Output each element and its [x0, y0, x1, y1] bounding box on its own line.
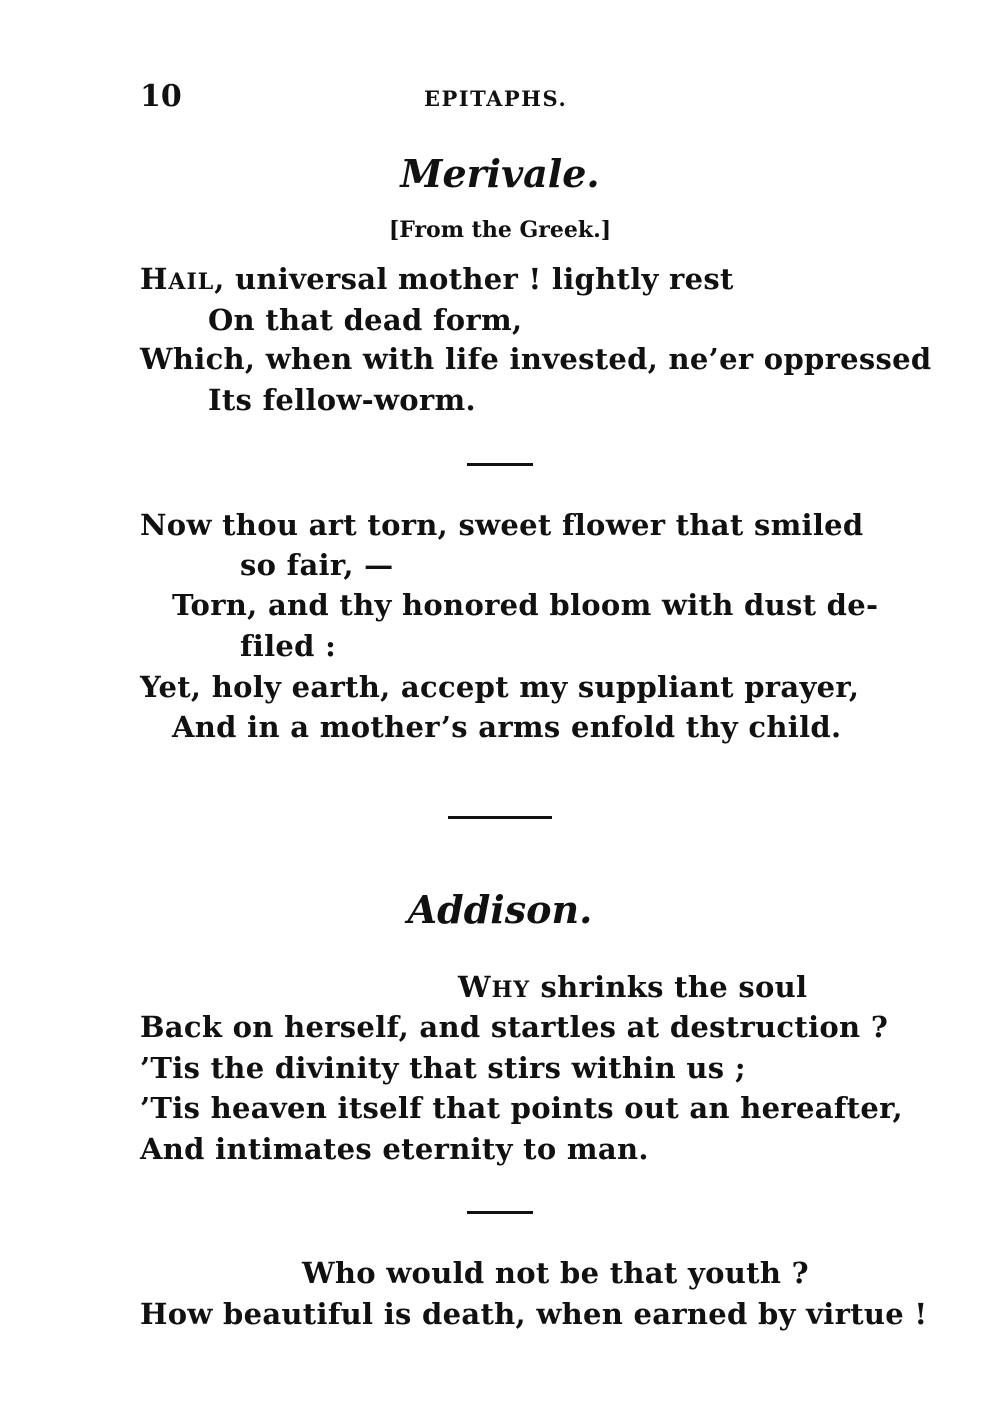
poem-line — [140, 262, 734, 299]
poem-line: Its fellow-worm. — [208, 383, 476, 417]
poem-line: ’Tis the divinity that stirs within us ; — [140, 1051, 746, 1085]
running-head: EPITAPHS. — [424, 86, 568, 111]
poem-line: so fair, — — [240, 548, 394, 582]
poem-line: filed : — [240, 629, 337, 663]
poem-line: ’Tis heaven itself that points out an hereafter, — [140, 1091, 903, 1125]
poem-line: Which, when with life invested, ne’er oppressed — [140, 342, 932, 376]
poem-line — [458, 970, 807, 1007]
section-title-addison: Addison. — [407, 887, 593, 932]
poem-line-text: shrinks the soul — [530, 970, 808, 1004]
divider-rule — [467, 463, 533, 466]
poem-line: Who would not be that youth ? — [302, 1256, 809, 1290]
poem-line: Now thou art torn, sweet flower that smiled — [140, 508, 864, 542]
page-number: 10 — [140, 79, 182, 114]
poem-line: Torn, and thy honored bloom with dust de- — [172, 588, 879, 622]
section-divider-rule — [448, 816, 552, 819]
poem-line: How beautiful is death, when earned by virtue ! — [140, 1297, 928, 1331]
divider-rule — [467, 1211, 533, 1214]
section-title-merivale: Merivale. — [400, 151, 600, 196]
poem-line: Yet, holy earth, accept my suppliant prayer, — [140, 670, 860, 704]
small-caps-word: WHY — [458, 970, 531, 1004]
poem-line: On that dead form, — [208, 303, 523, 337]
poem-line: And intimates eternity to man. — [140, 1132, 649, 1166]
poem-line: And in a mother’s arms enfold thy child. — [172, 710, 842, 744]
poem-line-text: , universal mother ! lightly rest — [214, 262, 734, 296]
poem-line: Back on herself, and startles at destruction ? — [140, 1010, 889, 1044]
source-note: [From the Greek.] — [388, 217, 612, 243]
small-caps-word: HAIL — [140, 262, 215, 296]
